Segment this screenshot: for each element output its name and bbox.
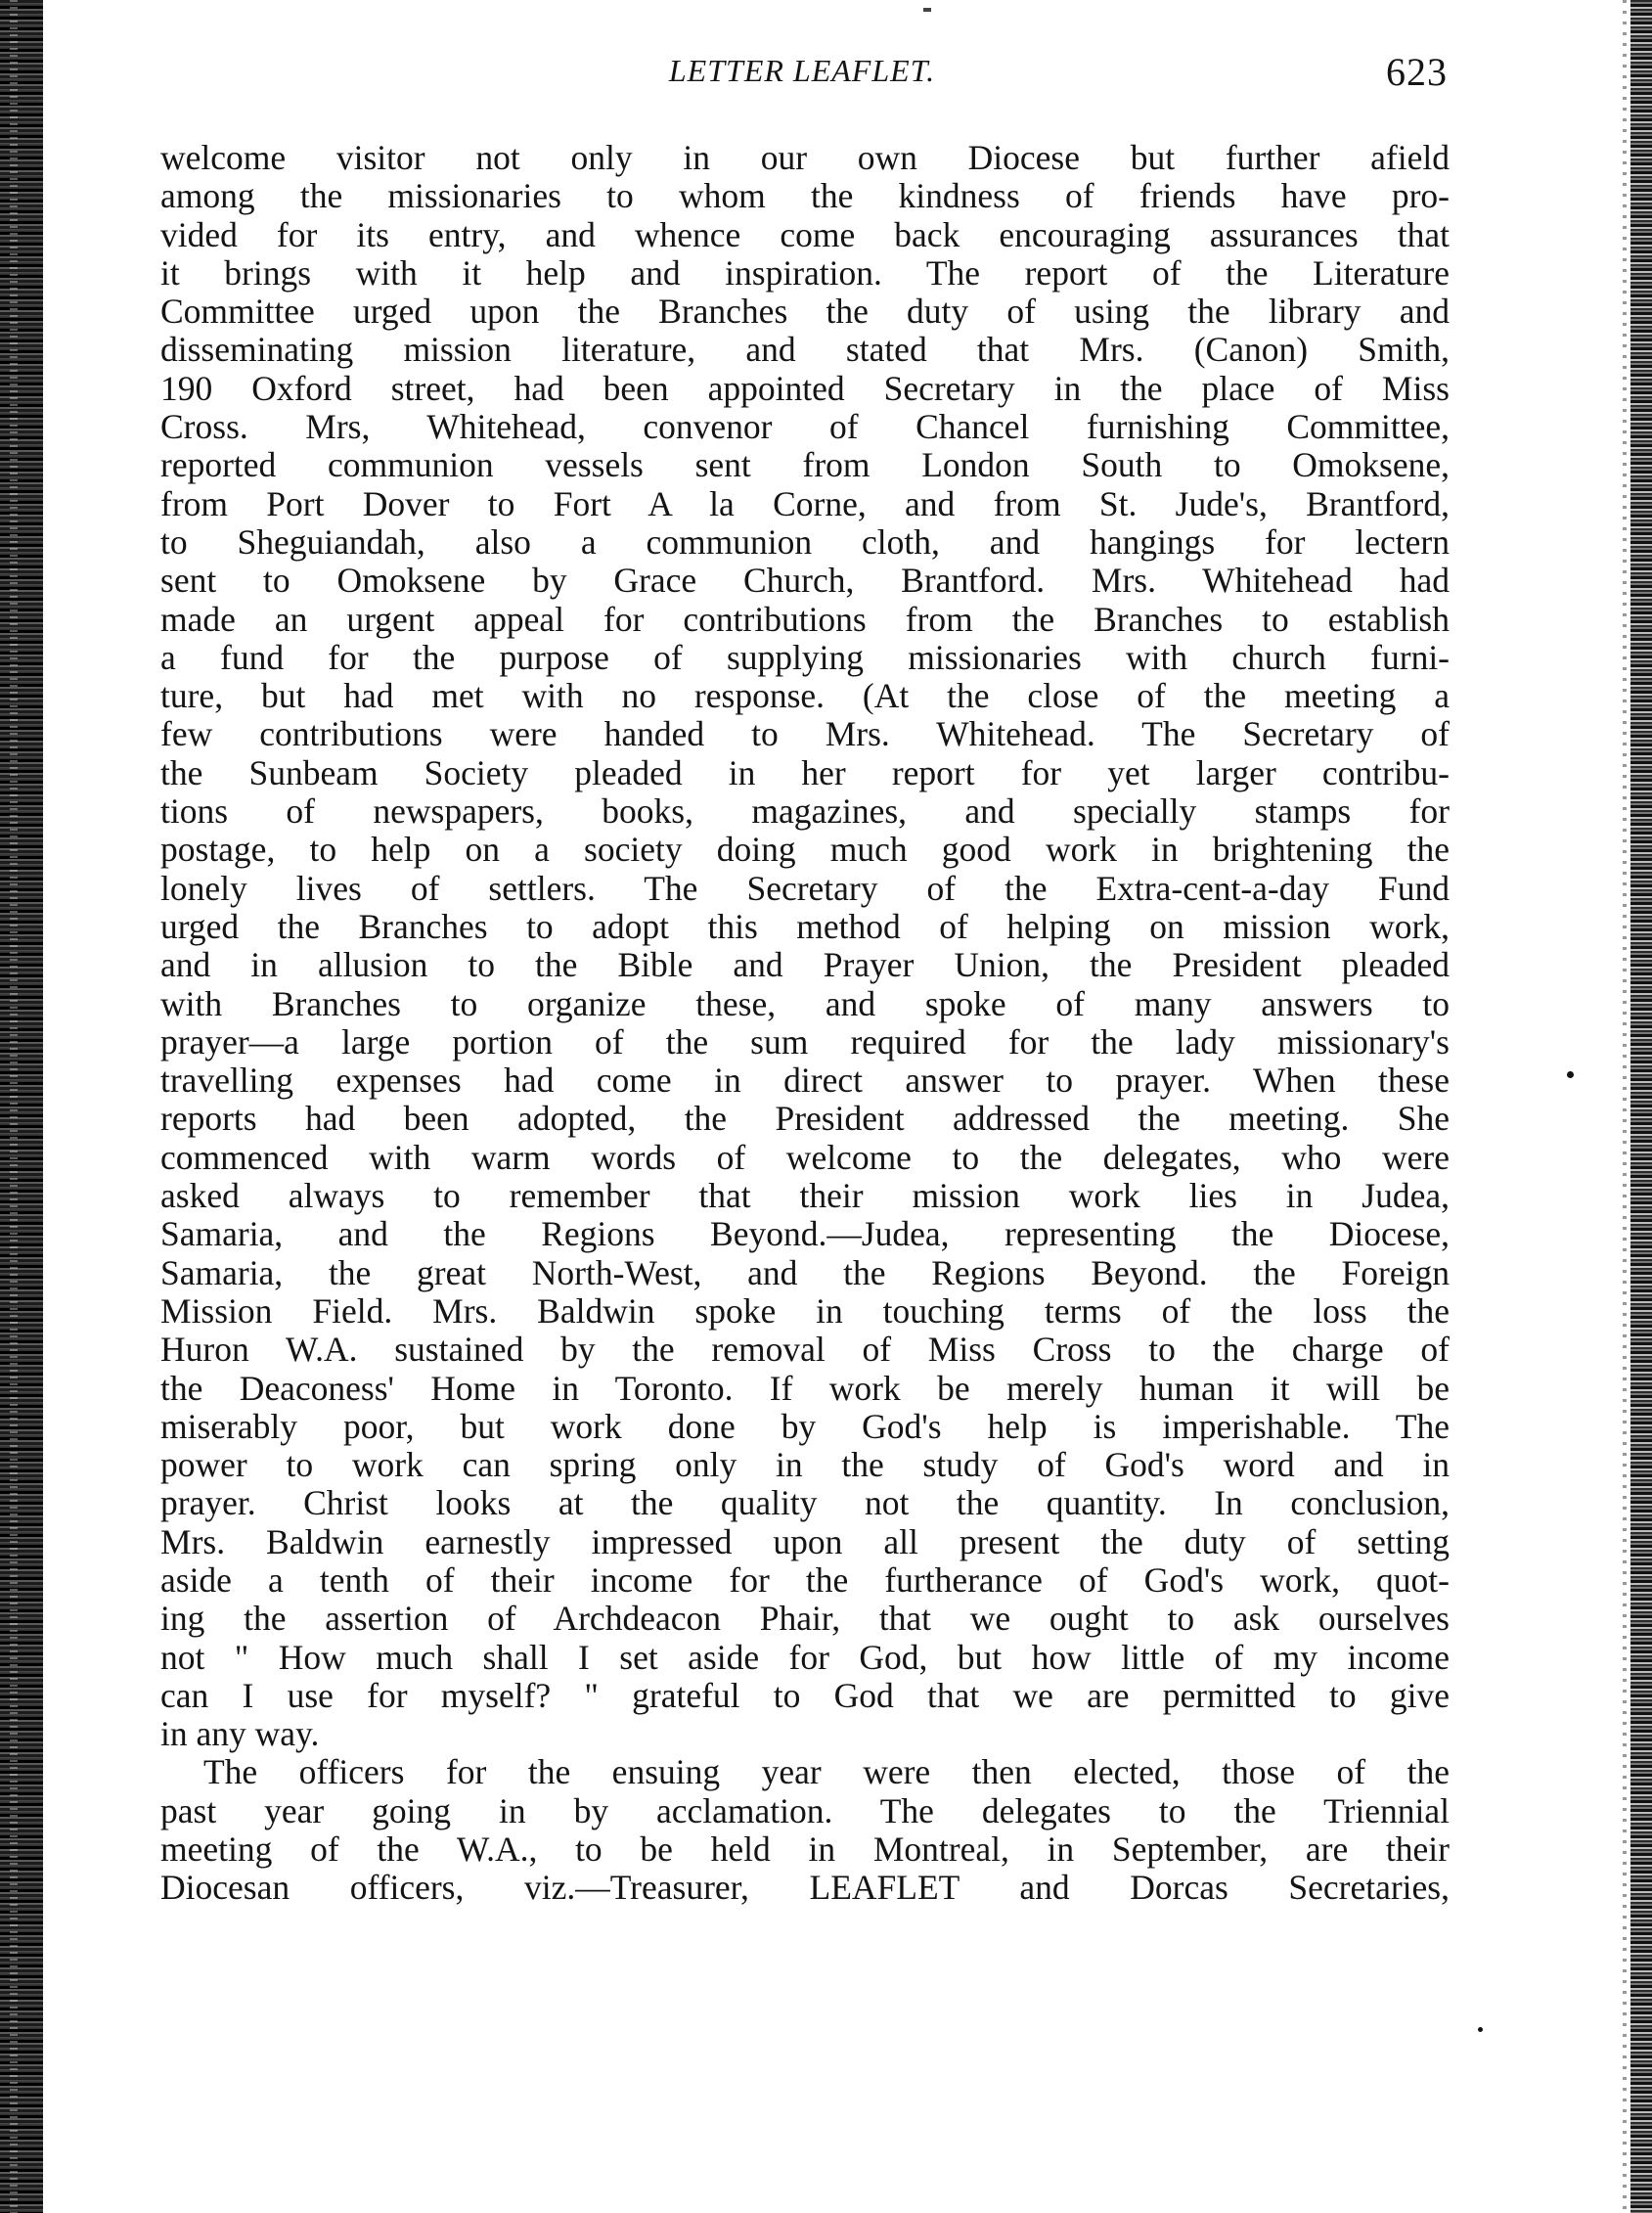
- text-line: tions of newspapers, books, magazines, and specially stamps for: [160, 791, 1450, 832]
- text-line: Mission Field. Mrs. Baldwin spoke in touching terms of the loss the: [160, 1290, 1450, 1331]
- text-line: Diocesan officers, viz.—Treasurer, LEAFLET and Dorcas Secretaries,: [160, 1868, 1450, 1908]
- text-line: with Branches to organize these, and spoke of many answers to: [160, 983, 1450, 1023]
- text-line: and in allusion to the Bible and Prayer Union, the President pleaded: [160, 945, 1450, 985]
- text-line: prayer—a large portion of the sum required for the lady missionary's: [160, 1021, 1450, 1061]
- text-line: urged the Branches to adopt this method of helping on mission work,: [160, 906, 1450, 946]
- text-line: in any way.: [160, 1714, 320, 1754]
- text-line: the Sunbeam Society pleaded in her report for yet larger contribu-: [160, 752, 1450, 792]
- text-line: Huron W.A. sustained by the removal of Miss Cross to the charge of: [160, 1330, 1450, 1370]
- text-line: to Sheguiandah, also a communion cloth, and hangings for lectern: [160, 521, 1450, 562]
- right-binding-edge: [1630, 0, 1652, 2213]
- left-binding-edge: [0, 0, 43, 2213]
- text-line: vided for its entry, and whence come back encouraging assurances that: [160, 214, 1450, 254]
- text-line: 190 Oxford street, had been appointed Secretary in the place of Miss: [160, 368, 1450, 408]
- text-line: Mrs. Baldwin earnestly impressed upon all present the duty of setting: [160, 1521, 1450, 1561]
- scan-speck: [1478, 2027, 1483, 2032]
- text-line: made an urgent appeal for contributions from the Branches to establish: [160, 599, 1450, 639]
- text-line: Cross. Mrs, Whitehead, convenor of Chancel furnishing Committee,: [160, 407, 1450, 447]
- text-line: ing the assertion of Archdeacon Phair, that we ought to ask ourselves: [160, 1599, 1450, 1639]
- text-line: meeting of the W.A., to be held in Montreal, in September, are their: [160, 1829, 1450, 1870]
- text-line: past year going in by acclamation. The delegates to the Triennial: [160, 1790, 1450, 1830]
- text-line: can I use for myself? " grateful to God that we are permitted to give: [160, 1675, 1450, 1715]
- text-line: aside a tenth of their income for the furtherance of God's work, quot-: [160, 1559, 1450, 1600]
- text-line: disseminating mission literature, and stated that Mrs. (Canon) Smith,: [160, 330, 1450, 370]
- text-line: few contributions were handed to Mrs. Whitehead. The Secretary of: [160, 714, 1450, 754]
- text-line: Committee urged upon the Branches the duty of using the library and: [160, 292, 1450, 332]
- text-line: reports had been adopted, the President addressed the meeting. She: [160, 1099, 1450, 1139]
- text-line: power to work can spring only in the study of God's word and in: [160, 1445, 1450, 1485]
- text-line: Samaria, the great North-West, and the Regions Beyond. the Foreign: [160, 1252, 1450, 1292]
- running-title: LETTER LEAFLET.: [668, 53, 936, 88]
- body-text: [160, 139, 1450, 1908]
- text-line: postage, to help on a society doing much good work in brightening the: [160, 830, 1450, 870]
- scan-speck: [1567, 1071, 1574, 1078]
- page-number: 623: [1386, 50, 1448, 94]
- text-line: miserably poor, but work done by God's help is imperishable. The: [160, 1406, 1450, 1446]
- text-line: among the missionaries to whom the kindness of friends have pro-: [160, 176, 1450, 216]
- text-line: a fund for the purpose of supplying missionaries with church furni-: [160, 637, 1450, 677]
- text-line: reported communion vessels sent from London South to Omoksene,: [160, 445, 1450, 485]
- right-edge-shadow: [1623, 0, 1627, 2213]
- scan-speck: [923, 8, 931, 12]
- text-line: The officers for the ensuing year were then elected, those of the: [203, 1752, 1450, 1792]
- text-line: asked always to remember that their mission work lies in Judea,: [160, 1176, 1450, 1216]
- text-line: lonely lives of settlers. The Secretary of the Extra-cent-a-day Fund: [160, 868, 1450, 908]
- text-line: sent to Omoksene by Grace Church, Brantford. Mrs. Whitehead had: [160, 561, 1450, 601]
- text-line: from Port Dover to Fort A la Corne, and from St. Jude's, Brantford,: [160, 483, 1450, 523]
- text-line: Samaria, and the Regions Beyond.—Judea, representing the Diocese,: [160, 1214, 1450, 1254]
- text-line: welcome visitor not only in our own Diocese but further afield: [160, 138, 1450, 177]
- text-line: ture, but had met with no response. (At the close of the meeting a: [160, 676, 1450, 716]
- text-line: commenced with warm words of welcome to the delegates, who were: [160, 1137, 1450, 1177]
- page-header: [156, 49, 1448, 108]
- text-line: travelling expenses had come in direct answer to prayer. When these: [160, 1061, 1450, 1101]
- text-line: prayer. Christ looks at the quality not the quantity. In conclusion,: [160, 1483, 1450, 1523]
- text-line: the Deaconess' Home in Toronto. If work be merely human it will be: [160, 1368, 1450, 1408]
- text-line: it brings with it help and inspiration. The report of the Literature: [160, 252, 1450, 293]
- text-line: not " How much shall I set aside for God, but how little of my income: [160, 1637, 1450, 1677]
